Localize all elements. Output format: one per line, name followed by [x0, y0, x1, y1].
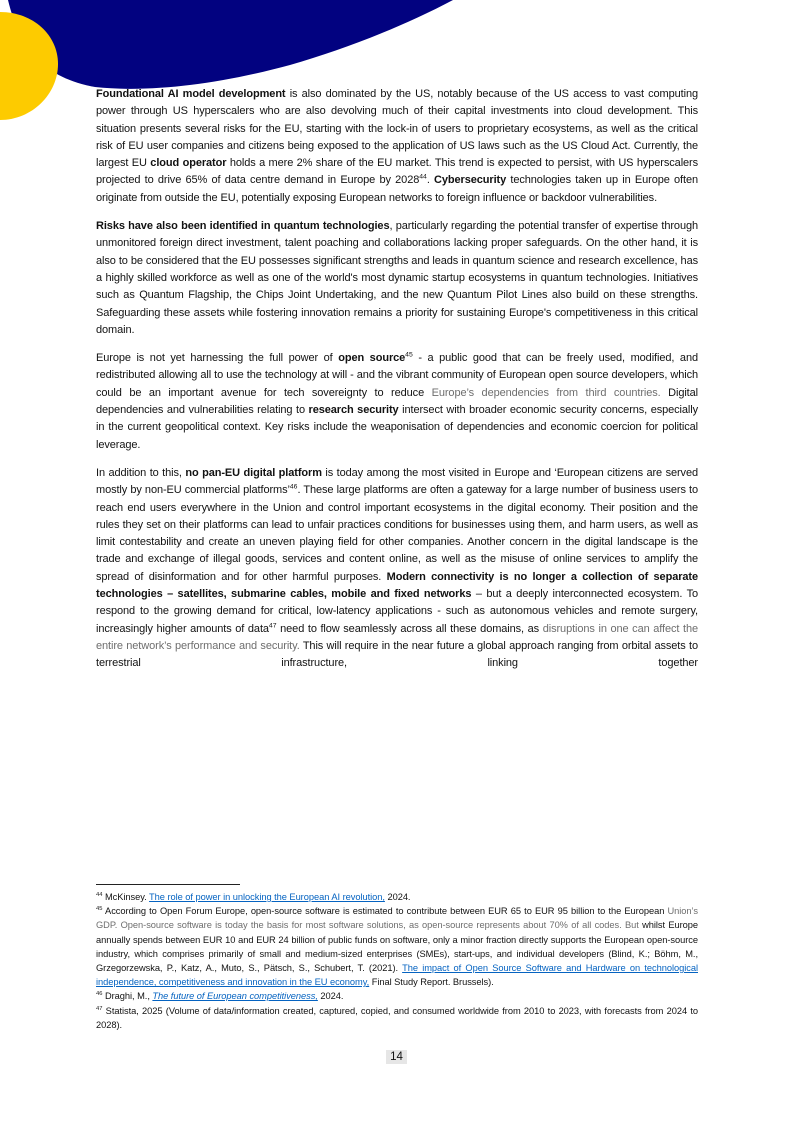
text-run: This will require in the near future a global approach ranging from orbital assets to terrestrial infrastructure, linking together — [96, 639, 698, 670]
text-run: need to flow seamlessly across all these domains, as — [276, 622, 543, 635]
navy-swoosh-shape — [8, 0, 453, 89]
text-run: cloud operator — [150, 157, 227, 170]
footnote-44 — [96, 890, 698, 904]
hyperlink[interactable]: The impact of Open Source Software and Hardware on technological independence, competitiveness and innovation in the EU economy, — [96, 963, 698, 988]
footnote-46 — [96, 989, 698, 1003]
footnote-reference: 46 — [96, 991, 103, 998]
text-run: Modern connectivity is no longer a collection of separate technologies – satellites, submarine cables, mobile and fixed networks — [96, 570, 698, 601]
paragraph-quantum-risks — [96, 218, 698, 339]
text-run: Europe’s dependencies from third countries. — [431, 386, 661, 399]
footnote-47 — [96, 1004, 698, 1032]
text-run: intersect with broader economic security concerns, especially in the current geopolitical context. Key risks include the weaponisation of dependencies and economic coercion for political leverage. — [96, 404, 698, 451]
page-footer — [0, 1047, 793, 1065]
text-run: Foundational AI model development — [96, 88, 286, 100]
footnote-reference: 47 — [96, 1005, 103, 1012]
footnote-reference: 45 — [405, 351, 413, 359]
text-run: technologies taken up in Europe often originate from outside the EU, potentially exposing European networks to foreign influence or backdoor vulnerabilities. — [96, 174, 698, 204]
text-run: Europe is not yet harnessing the full power of — [96, 352, 339, 365]
hyperlink[interactable]: The role of power in unlocking the European AI revolution, — [149, 892, 385, 902]
footnotes-section — [96, 884, 698, 1032]
footnote-reference: 44 — [419, 173, 427, 181]
text-run: – but a deeply interconnected ecosystem. To respond to the growing demand for critical, low-latency applications - such as autonomous vehicles and remote surgery, increasingly higher amounts of data — [96, 588, 698, 635]
footnote-reference: 45 — [96, 906, 103, 913]
text-run: open source — [338, 352, 406, 365]
footnote-separator — [96, 884, 240, 885]
text-run: . — [426, 174, 435, 187]
text-run: research security — [308, 404, 399, 417]
text-run: Final Study Report. Brussels). — [369, 977, 494, 988]
footnote-45 — [96, 904, 698, 989]
text-run: Risks have also been identified in quantum technologies — [96, 220, 390, 233]
text-run: In addition to this, — [96, 466, 186, 479]
text-run: Statista, 2025 (Volume of data/information created, captured, copied, and consumed worldwide from 2010 to 2023, with forecasts from 2024 to 2028). — [96, 1005, 698, 1030]
text-run: 2024. — [384, 892, 411, 902]
paragraph-open-source — [96, 350, 698, 454]
footnote-reference: 46 — [289, 483, 298, 491]
body-text — [96, 86, 698, 684]
footnote-reference: 47 — [268, 621, 277, 629]
footnote-reference: 44 — [96, 891, 103, 898]
text-run: is also dominated by the US, notably because of the US access to vast computing power through US hyperscalers who are also devolving much of their capital investments into cloud development. This situation presents several risks for the EU, starting with the lock-in of users to proprietary ecosystems, as well as the critical risk of EU user companies and citizens being exposed to the application of US laws such as the US Cloud Act. Currently, the largest EU — [96, 88, 698, 170]
paragraph-foundational-ai — [96, 86, 698, 207]
text-run: Union’s GDP. Open-source software is today the basis for most software solutions, as open-source represents about 70% of all codes. But — [96, 906, 698, 931]
text-run: Cybersecurity — [434, 174, 507, 187]
text-run: is today among the most visited in Europe and ‘European citizens are served mostly by non-EU commercial platforms’ — [96, 466, 698, 497]
text-run: According to Open Forum Europe, open-source software is estimated to contribute between EUR 65 to EUR 95 billion to the European — [102, 906, 668, 917]
text-run: holds a mere 2% share of the EU market. This trend is expected to persist, with US hyperscalers projected to drive 65% of data centre demand in Europe by 2028 — [96, 157, 699, 187]
text-run: no pan-EU digital platform — [185, 466, 322, 479]
text-run: - a public good that can be freely used, modified, and redistributed allowing all to use the technology at will - and the vibrant community of European open source developers, which could be an important avenue for tech sovereignty to reduce — [96, 352, 698, 399]
page-number: 14 — [386, 1050, 407, 1064]
text-run: whilst Europe annually spends between EUR 10 and EUR 24 billion of public funds on software, only a minor fraction directly supports the European open-source industry, which comprises primarily of small and medium-sized enterprises (SMEs), start-ups, and individual developers (Blind, K.; Böhm, M., Grzegorzewska, P., Katz, A., Muto, S., Pätsch, S., Schubert, T. (2021). — [96, 920, 698, 974]
text-run: Draghi, M., — [102, 991, 153, 1002]
text-run: , particularly regarding the potential transfer of expertise through unmonitored foreign direct investment, talent poaching and collaborations lacking proper safeguards. On the other hand, it is also to be considered that the EU possesses significant strengths and leads in quantum science and research excellence, has a highly skilled workforce as well as one of the world's most dynamic startup ecosystems in quantum technologies. Initiatives such as Quantum Flagship, the Chips Joint Undertaking, and the new Quantum Pilot Lines also build on these strengths. Safeguarding these assets while fostering innovation remains a priority for sustaining Europe's competitiveness in this critical domain. — [96, 220, 698, 336]
text-run: disruptions in one can affect the entire network’s performance and security. — [96, 622, 698, 652]
text-run: 2024. — [317, 991, 344, 1002]
hyperlink[interactable]: The future of European competitiveness, — [152, 991, 318, 1002]
text-run: . These large platforms are often a gateway for a large number of business users to reach end users everywhere in the Union and control important ecosystems in the digital economy. Their position and the rules they set on their platforms can lead to unfair practices conditions for businesses using them, and harm users, as well as limit contestability and create an uneven playing field for other companies. Another concern in the digital landscape is the trade and exchange of illegal goods, services and content online, as well as the misuse of online services to amplify the spread of disinformation and for other harmful purposes. — [96, 484, 699, 583]
text-run: Digital dependencies and vulnerabilities relating to — [96, 386, 698, 417]
text-run: McKinsey. — [102, 892, 150, 902]
paragraph-platforms-connectivity — [96, 465, 698, 673]
